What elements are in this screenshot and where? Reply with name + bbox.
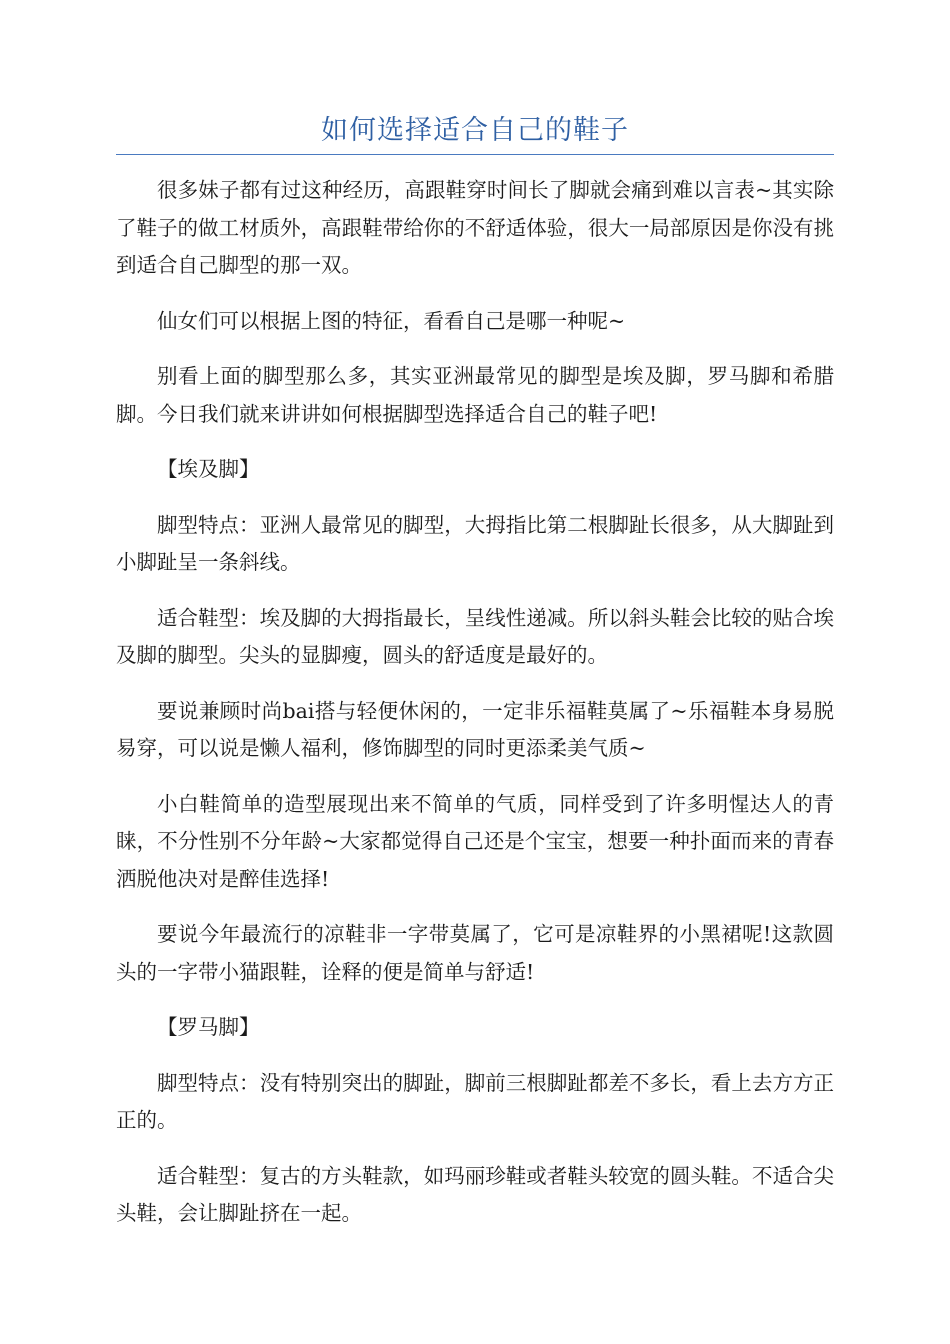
paragraph-sandals: 要说今年最流行的凉鞋非一字带莫属了，它可是凉鞋界的小黑裙呢!这款圆头的一字带小猫跟鞋，诠释的便是简单与舒适! [116, 922, 834, 984]
paragraph-white-sneakers: 小白鞋简单的造型展现出来不简单的气质，同样受到了许多明惺达人的青睐，不分性别不分年龄~大家都觉得自己还是个宝宝，想要一种扑面而来的青春洒脱他决对是醉佳选择! [116, 791, 834, 891]
title-underline [116, 154, 834, 155]
paragraph-roman-shoes: 适合鞋型：复古的方头鞋款，如玛丽珍鞋或者鞋头较宽的圆头鞋。不适合尖头鞋，会让脚趾挤在一起。 [116, 1163, 834, 1225]
paragraph-loafers: 要说兼顾时尚bai搭与轻便休闲的，一定非乐福鞋莫属了~乐福鞋本身易脱易穿，可以说是懒人福利，修饰脚型的同时更添柔美气质~ [116, 698, 834, 760]
document-body [116, 172, 834, 1251]
paragraph-intro: 很多妹子都有过这种经历，高跟鞋穿时间长了脚就会痛到难以言表~其实除了鞋子的做工材质外，高跟鞋带给你的不舒适体验，很大一局部原因是你没有挑到适合自己脚型的那一双。 [116, 178, 834, 277]
paragraph-egyptian-features: 脚型特点：亚洲人最常见的脚型，大拇指比第二根脚趾长很多，从大脚趾到小脚趾呈一条斜线。 [116, 512, 834, 574]
section-heading-roman: 【罗马脚】 [157, 1015, 260, 1039]
paragraph-check-type: 仙女们可以根据上图的特征，看看自己是哪一种呢~ [157, 308, 626, 333]
paragraph-common-types: 别看上面的脚型那么多，其实亚洲最常见的脚型是埃及脚，罗马脚和希腊脚。今日我们就来讲讲如何根据脚型选择适合自己的鞋子吧! [116, 364, 834, 426]
document-title: 如何选择适合自己的鞋子 [321, 115, 629, 146]
paragraph-roman-features: 脚型特点：没有特别突出的脚趾，脚前三根脚趾都差不多长，看上去方方正正的。 [116, 1070, 834, 1132]
section-heading-egyptian: 【埃及脚】 [157, 457, 260, 481]
paragraph-egyptian-shoes: 适合鞋型：埃及脚的大拇指最长，呈线性递减。所以斜头鞋会比较的贴合埃及脚的脚型。尖头的显脚瘦，圆头的舒适度是最好的。 [116, 605, 834, 667]
